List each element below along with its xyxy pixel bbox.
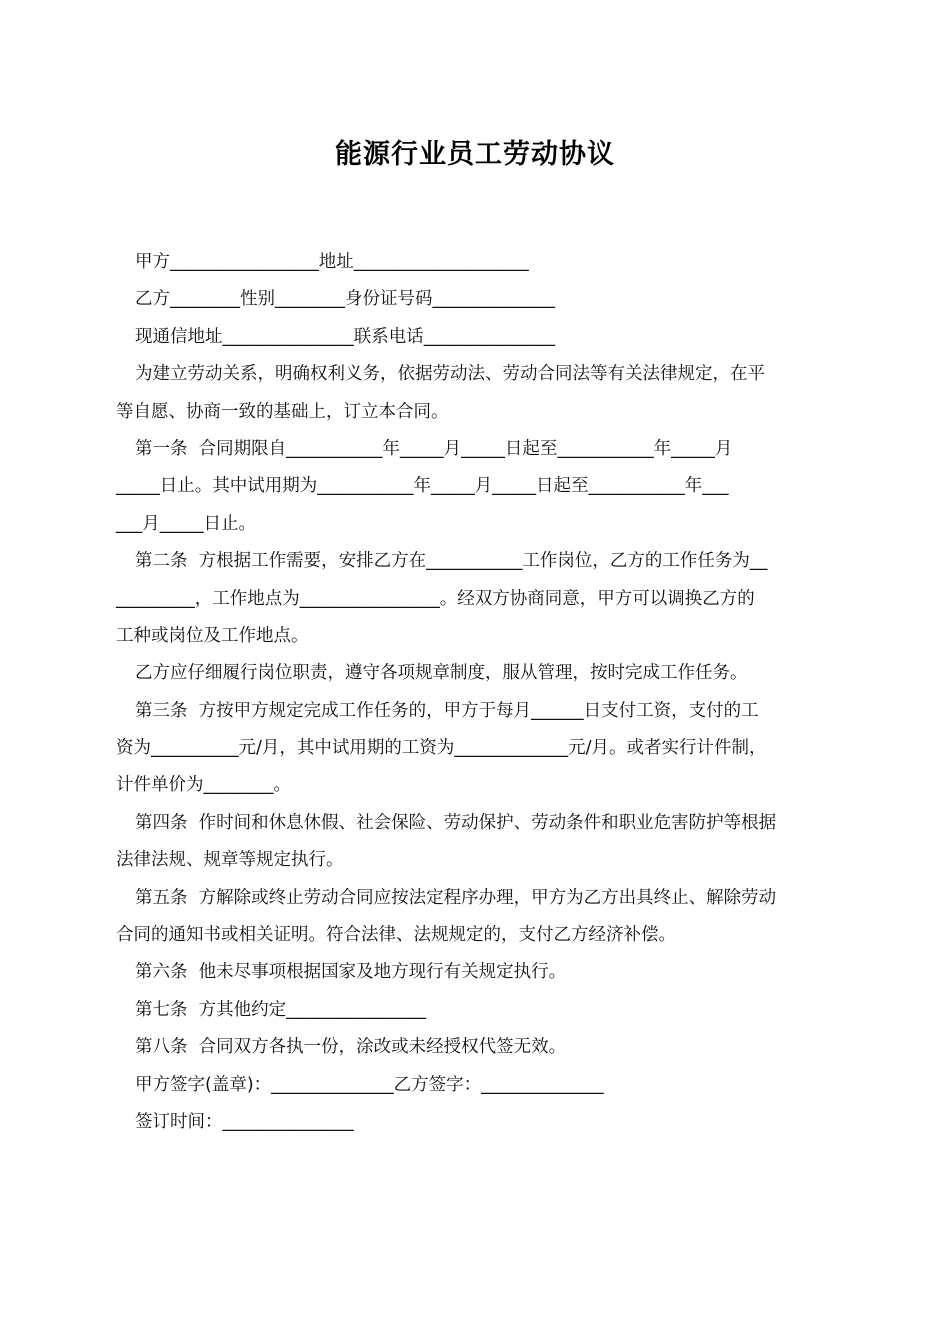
document-title: 能源行业员工劳动协议 <box>335 139 615 170</box>
article-5-line-1: 第五条 方解除或终止劳动合同应按法定程序办理，甲方为乙方出具终止、解除劳动 <box>135 887 777 908</box>
sign-date-line: 签订时间：_______________ <box>135 1111 354 1132</box>
preamble-line-1: 为建立劳动关系，明确权利义务，依据劳动法、劳动合同法等有关法律规定，在平 <box>135 364 765 385</box>
article-7-line: 第七条 方其他约定________________ <box>135 999 427 1020</box>
document-body <box>116 244 842 1141</box>
article-2-line-1: 第二条 方根据工作需要，安排乙方在___________工作岗位，乙方的工作任务为__ <box>135 551 768 572</box>
article-1-line-1: 第一条 合同期限自___________年_____月_____日起至___________年_____月 <box>135 438 733 459</box>
preamble-line-2: 等自愿、协商一致的基础上，订立本合同。 <box>116 401 449 422</box>
article-5-line-2: 合同的通知书或相关证明。符合法律、法规规定的，支付乙方经济补偿。 <box>116 925 676 946</box>
duty-line: 乙方应仔细履行岗位职责，遵守各项规章制度，服从管理，按时完成工作任务。 <box>135 663 748 684</box>
article-6-line: 第六条 他未尽事项根据国家及地方现行有关规定执行。 <box>135 962 567 983</box>
signature-line: 甲方签字(盖章)：______________乙方签字：______________ <box>135 1074 604 1095</box>
article-2-line-2: _________，工作地点为________________。经双方协商同意，甲方可以调换乙方的 <box>116 588 755 609</box>
article-1-line-3: ___月_____日止。 <box>116 513 256 534</box>
article-3-line-3: 计件单价为________。 <box>116 775 291 796</box>
article-3-line-2: 资为__________元/月，其中试用期的工资为_____________元/月。或者实行计件制， <box>116 738 767 759</box>
article-1-line-2: _____日止。其中试用期为___________年_____月_____日起至___________年___ <box>116 476 729 497</box>
contact-line: 现通信地址_______________联系电话_______________ <box>135 326 555 347</box>
party-b-line: 乙方________性别________身份证号码______________ <box>135 289 555 310</box>
article-3-line-1: 第三条 方按甲方规定完成工作任务的，甲方于每月______日支付工资，支付的工 <box>135 700 759 721</box>
article-4-line-2: 法律法规、规章等规定执行。 <box>116 850 344 871</box>
article-4-line-1: 第四条 作时间和休息休假、社会保险、劳动保护、劳动条件和职业危害防护等根据 <box>135 812 777 833</box>
article-8-line: 第八条 合同双方各执一份，涂改或未经授权代签无效。 <box>135 1037 567 1058</box>
party-a-line: 甲方_________________地址____________________ <box>135 252 529 272</box>
article-2-line-3: 工种或岗位及工作地点。 <box>116 625 309 646</box>
